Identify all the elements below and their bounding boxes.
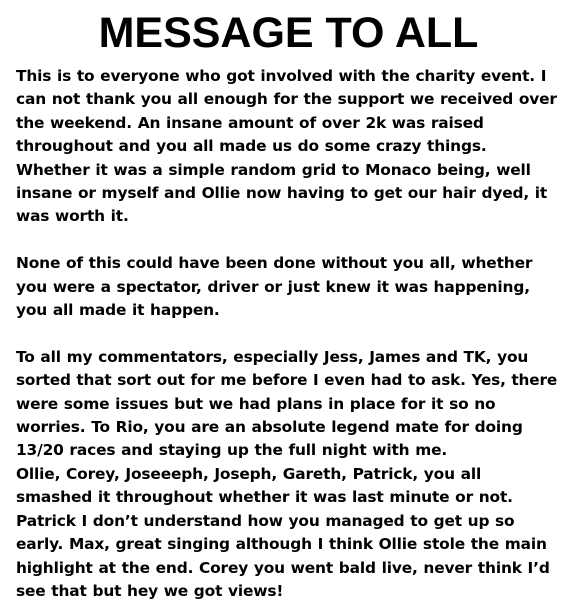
paragraph-line: throughout and you all made us do some crazy things. xyxy=(16,137,487,156)
paragraph-2 xyxy=(16,252,561,322)
paragraph-1 xyxy=(16,65,561,229)
paragraph-line: This is to everyone who got involved with the charity event. I xyxy=(16,67,547,85)
paragraph-gap xyxy=(16,229,561,252)
paragraph-line: see that but hey we got views! xyxy=(16,581,284,600)
paragraph-line: were some issues but we had plans in place for it so no xyxy=(16,394,496,413)
page-title: MESSAGE TO ALL xyxy=(98,9,479,57)
paragraph-line: sorted that sort out for me before I even had to ask. Yes, there xyxy=(16,371,558,390)
paragraph-line: worries. To Rio, you are an absolute legend mate for doing xyxy=(16,418,523,437)
paragraph-line: you all made it happen. xyxy=(16,301,220,320)
paragraph-line: Patrick I don’t understand how you managed to get up so xyxy=(16,511,515,530)
paragraph-line: Ollie, Corey, Joseeeph, Joseph, Gareth, Patrick, you all xyxy=(16,464,482,483)
paragraph-line: the weekend. An insane amount of over 2k was raised xyxy=(16,113,484,132)
paragraph-line: was worth it. xyxy=(16,207,129,226)
paragraph-line: Whether it was a simple random grid to Monaco being, well xyxy=(16,160,531,179)
paragraph-line: highlight at the end. Corey you went bald live, never think I’d xyxy=(16,558,550,577)
paragraph-line: you were a spectator, driver or just knew it was happening, xyxy=(16,277,530,296)
paragraph-line: 13/20 races and staying up the full night with me. xyxy=(16,441,448,460)
paragraph-line: smashed it throughout whether it was last minute or not. xyxy=(16,488,513,507)
message-body xyxy=(16,65,561,603)
paragraph-3 xyxy=(16,346,561,603)
paragraph-line: can not thank you all enough for the support we received over xyxy=(16,90,557,109)
paragraph-gap xyxy=(16,322,561,345)
paragraph-line: None of this could have been done without you all, whether xyxy=(16,254,533,273)
paragraph-line: early. Max, great singing although I think Ollie stole the main xyxy=(16,535,547,554)
paragraph-line: To all my commentators, especially Jess, James and TK, you xyxy=(16,347,529,366)
paragraph-line: insane or myself and Ollie now having to get our hair dyed, it xyxy=(16,184,548,203)
